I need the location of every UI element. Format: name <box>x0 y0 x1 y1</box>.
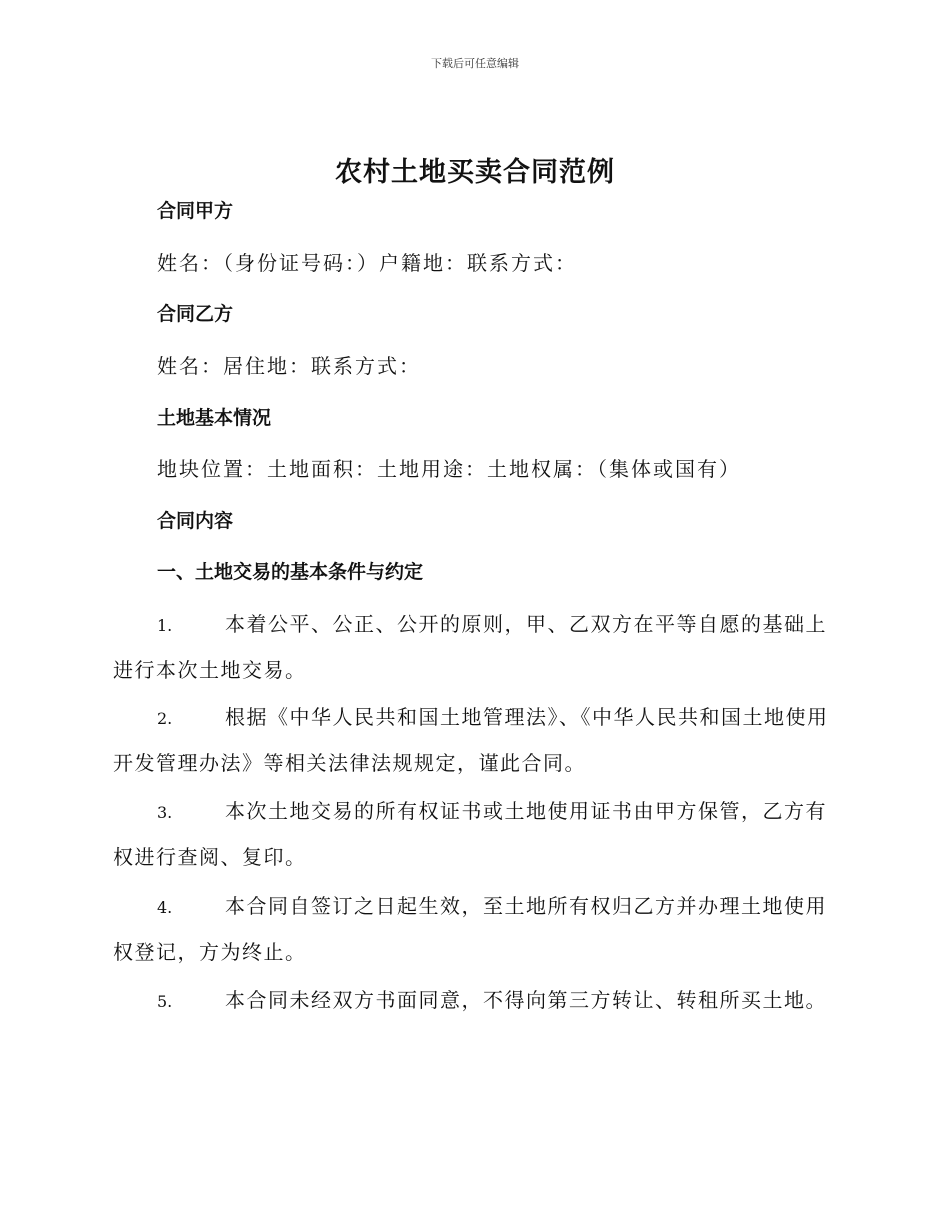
party-b-heading: 合同乙方 <box>157 303 234 325</box>
section-1-heading: 一、土地交易的基本条件与约定 <box>157 561 424 583</box>
contract-content-heading: 合同内容 <box>157 510 234 532</box>
clause-number: 1. <box>157 616 173 635</box>
party-b-fields: 姓名：居住地：联系方式： <box>157 354 421 378</box>
clause-text: 本合同自签订之日起生效，至土地所有权归乙方并办理土地使用权登记，方为终止。 <box>113 894 827 964</box>
clause-number: 5. <box>157 992 173 1011</box>
page-header-note: 下载后可任意编辑 <box>431 57 519 70</box>
clause-number: 2. <box>157 709 173 728</box>
clause-text: 本次土地交易的所有权证书或土地使用证书由甲方保管，乙方有权进行查阅、复印。 <box>113 799 827 869</box>
clause-text: 根据《中华人民共和国土地管理法》、《中华人民共和国土地使用开发管理办法》等相关法律法规规定，谨此合同。 <box>113 705 829 775</box>
party-a-heading: 合同甲方 <box>157 200 234 222</box>
clause-text: 本合同未经双方书面同意，不得向第三方转让、转租所买土地。 <box>225 988 827 1012</box>
land-info-heading: 土地基本情况 <box>157 407 272 429</box>
clause-item-5 <box>113 978 833 1024</box>
clause-text: 本着公平、公正、公开的原则，甲、乙双方在平等自愿的基础上进行本次土地交易。 <box>113 612 827 682</box>
document-title: 农村土地买卖合同范例 <box>335 157 615 188</box>
clause-item-4 <box>113 884 833 974</box>
clause-item-1 <box>113 602 833 692</box>
party-a-fields: 姓名：（身份证号码：）户籍地：联系方式： <box>157 251 577 275</box>
clause-number: 3. <box>157 803 173 822</box>
clause-number: 4. <box>157 898 173 917</box>
clause-item-2 <box>113 695 833 785</box>
clause-item-3 <box>113 789 833 879</box>
land-info-fields: 地块位置：土地面积：土地用途：土地权属：（集体或国有） <box>157 457 741 481</box>
